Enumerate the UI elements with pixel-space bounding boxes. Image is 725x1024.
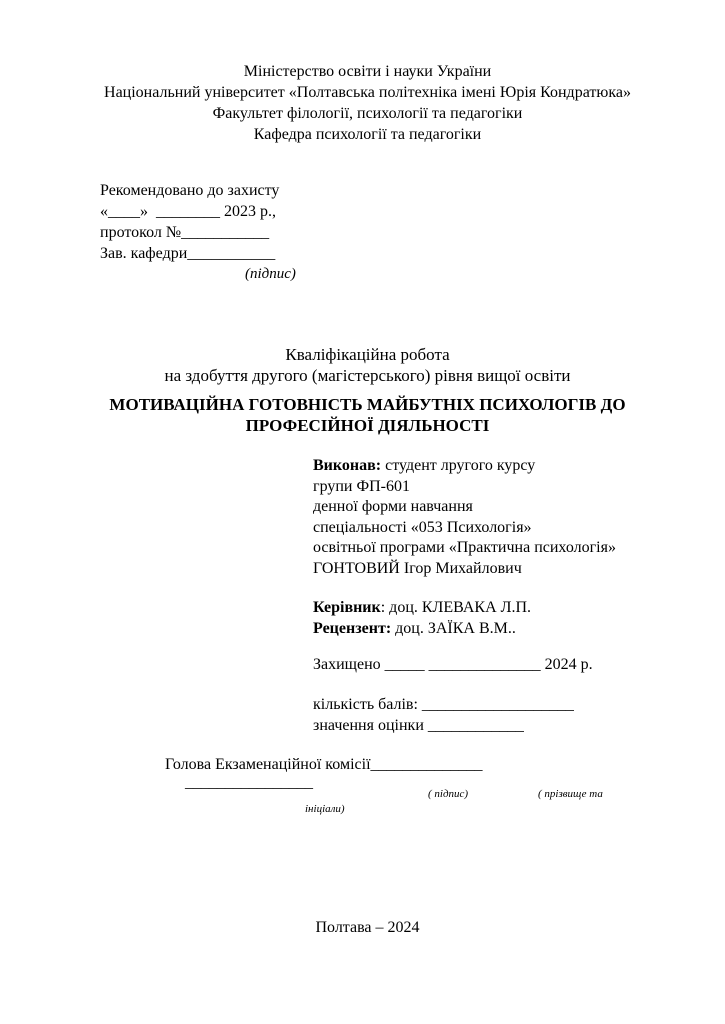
- work-type-block: [85, 344, 650, 386]
- department-line: Кафедра психології та педагогіки: [253, 126, 482, 143]
- author-first-line: [313, 456, 616, 477]
- reviewer-line: [313, 618, 531, 639]
- committee-initials-caption: ініціали): [305, 803, 345, 815]
- approval-date-line: «____» ________ 2023 р.,: [100, 203, 276, 220]
- work-type-line-2: на здобуття другого (магістерського) рівня вищої освіти: [164, 366, 571, 385]
- ministry-line: Міністерство освіти і науки України: [243, 63, 492, 80]
- thesis-title: [85, 394, 650, 436]
- university-line: Національний університет «Полтавська політехніка імені Юрія Кондратюка»: [104, 84, 631, 101]
- supervisor-label: Керівник: [313, 599, 381, 616]
- approval-block: [100, 180, 296, 285]
- supervisor-line: [313, 597, 531, 618]
- thesis-title-line-1: МОТИВАЦІЙНА ГОТОВНІСТЬ МАЙБУТНІХ ПСИХОЛОГІВ ДО: [109, 395, 626, 414]
- faculty-line: Факультет філології, психології та педагогіки: [212, 105, 523, 122]
- approval-line-1: Рекомендовано до захисту: [100, 182, 280, 199]
- author-specialty-line: спеціальності «053 Психологія»: [313, 518, 532, 536]
- reviewer-name: доц. ЗАЇКА В.М..: [391, 620, 516, 637]
- approval-protocol-line: протокол №___________: [100, 224, 270, 241]
- supervisor-block: [313, 597, 531, 639]
- grade-points-line: кількість балів: ___________________: [313, 696, 574, 713]
- approval-head-line: Зав. кафедри___________: [100, 245, 276, 262]
- university-header: [85, 61, 650, 145]
- committee-blank-line: ________________: [185, 774, 313, 791]
- defense-line: Захищено _____ ______________ 2024 р.: [313, 656, 593, 673]
- footer-city-year-block: [85, 917, 650, 938]
- grade-block: [313, 694, 574, 736]
- author-name-line: ГОНТОВИЙ Ігор Михайлович: [313, 559, 522, 577]
- approval-signature-caption: (підпис): [245, 266, 296, 282]
- author-group-line: групи ФП-601: [313, 477, 410, 495]
- work-type-line-1: Кваліфікаційна робота: [285, 345, 450, 364]
- author-program-line: освітньої програми «Практична психологія»: [313, 539, 616, 556]
- supervisor-name: : доц. КЛЕВАКА Л.П.: [380, 599, 532, 616]
- committee-surname-caption: ( прізвище та: [538, 788, 603, 800]
- defense-block: [313, 654, 593, 675]
- committee-signature-caption: ( підпис): [428, 788, 469, 800]
- grade-value-line: значення оцінки ____________: [313, 717, 524, 734]
- reviewer-label: Рецензент:: [313, 620, 392, 637]
- author-label-rest: студент лругого курсу: [381, 457, 536, 474]
- author-form-line: денної форми навчання: [313, 498, 473, 515]
- author-label: Виконав:: [313, 457, 382, 474]
- committee-head-line: Голова Екзаменаційної комісії______________: [165, 756, 483, 773]
- city-year: Полтава – 2024: [315, 919, 420, 936]
- author-block: [313, 456, 616, 579]
- thesis-title-line-2: ПРОФЕСІЙНОЇ ДІЯЛЬНОСТІ: [245, 416, 490, 435]
